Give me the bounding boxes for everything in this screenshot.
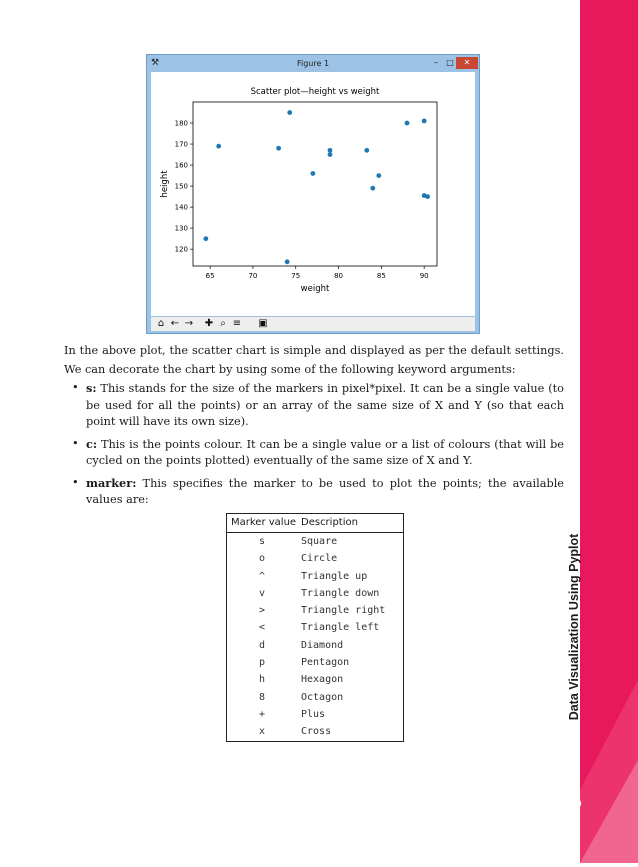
- scatter-point: [310, 171, 315, 176]
- x-axis-label: weight: [300, 284, 330, 294]
- marker-description: Octagon: [301, 691, 344, 703]
- intro-paragraph: In the above plot, the scatter chart is simple and displayed as per the default settings. We can decorate the chart by using some of the following keyword arguments:: [64, 344, 564, 376]
- marker-description: Triangle up: [301, 570, 368, 582]
- marker-code: p: [258, 657, 266, 669]
- table-row: [227, 568, 403, 585]
- y-tick-label: 170: [174, 140, 188, 149]
- argument-description: This specifies the marker to be used to plot the points; the available values are:: [86, 476, 564, 506]
- page-number: 2.19: [562, 799, 582, 810]
- table-row: [227, 585, 403, 602]
- marker-description: Pentagon: [301, 657, 350, 669]
- save-icon[interactable]: ▣: [258, 318, 268, 329]
- python-icon: ⚒: [151, 58, 160, 68]
- marker-code: >: [258, 605, 266, 617]
- y-tick-label: 120: [174, 245, 188, 254]
- marker-code: +: [258, 708, 266, 720]
- configure-subplots-icon[interactable]: ≡: [232, 318, 242, 329]
- scatter-point: [285, 259, 290, 264]
- marker-description: Circle: [301, 553, 338, 565]
- scatter-point: [328, 152, 333, 157]
- x-tick-label: 90: [419, 272, 429, 280]
- back-icon[interactable]: ←: [170, 318, 180, 329]
- header-marker-value: Marker value: [231, 517, 297, 528]
- minimize-button[interactable]: –: [434, 58, 438, 67]
- maximize-button[interactable]: □: [446, 58, 454, 67]
- scatter-point: [287, 110, 292, 115]
- scatter-point: [370, 186, 375, 191]
- y-tick-label: 140: [174, 203, 188, 212]
- figure-window: [146, 54, 480, 334]
- scatter-chart: [151, 72, 475, 316]
- chart-title: Scatter plot—height vs weight: [250, 87, 380, 97]
- y-tick-label: 180: [174, 119, 188, 128]
- marker-description: Diamond: [301, 639, 344, 651]
- chapter-side-band: [580, 0, 638, 863]
- scatter-point: [203, 236, 208, 241]
- zoom-icon[interactable]: ⌕: [220, 318, 226, 329]
- x-tick-label: 65: [205, 272, 215, 280]
- table-row: [227, 654, 403, 671]
- marker-description: Triangle left: [301, 622, 380, 634]
- marker-table: [226, 513, 404, 742]
- table-row: [227, 637, 403, 654]
- y-tick-label: 160: [174, 161, 188, 170]
- figure-toolbar: [151, 317, 475, 331]
- argument-term: c:: [86, 436, 98, 451]
- marker-code: d: [258, 639, 266, 651]
- pan-icon[interactable]: ✚: [204, 318, 214, 329]
- figure-titlebar: [147, 55, 479, 72]
- list-item: [72, 380, 564, 431]
- list-item: [72, 436, 564, 470]
- plot-frame: [193, 102, 437, 266]
- scatter-point: [364, 148, 369, 153]
- home-icon[interactable]: ⌂: [157, 318, 165, 329]
- argument-term: marker:: [86, 475, 137, 490]
- x-tick-label: 70: [248, 272, 258, 280]
- table-row: [227, 602, 403, 619]
- marker-code: h: [258, 674, 266, 686]
- marker-code: 8: [258, 691, 266, 703]
- y-axis-label: height: [160, 170, 170, 198]
- y-tick-label: 150: [174, 182, 188, 191]
- scatter-point: [405, 121, 410, 126]
- figure-canvas: [151, 72, 475, 316]
- table-body: [227, 533, 403, 741]
- marker-code: s: [258, 536, 266, 547]
- x-tick-label: 80: [334, 272, 344, 280]
- marker-code: <: [258, 622, 266, 634]
- marker-code: ^: [258, 570, 266, 582]
- x-tick-label: 75: [291, 272, 301, 280]
- table-row: [227, 533, 403, 550]
- scatter-point: [425, 194, 430, 199]
- marker-description: Triangle right: [301, 605, 386, 617]
- list-item: [72, 475, 564, 509]
- table-header: [227, 514, 403, 533]
- bullet-icon: •: [72, 475, 79, 489]
- marker-code: v: [258, 587, 266, 599]
- argument-term: s:: [86, 381, 97, 395]
- bullet-icon: •: [72, 381, 79, 394]
- marker-description: Plus: [301, 708, 326, 720]
- argument-description: This stands for the size of the markers in pixel*pixel. It can be a single value (to be used for all the points) or an array of the same size of X and Y (so that each point will have its own size).: [86, 382, 564, 428]
- marker-description: Hexagon: [301, 674, 344, 686]
- table-row: [227, 550, 403, 567]
- chapter-title: Data Visualization Using Pyplot: [567, 533, 581, 721]
- y-tick-label: 130: [174, 224, 188, 233]
- table-row: [227, 689, 403, 706]
- scatter-point: [328, 148, 333, 153]
- x-tick-label: 85: [376, 272, 386, 280]
- scatter-point: [216, 144, 221, 149]
- marker-description: Triangle down: [301, 587, 380, 599]
- marker-code: x: [258, 726, 266, 738]
- table-row: [227, 671, 403, 688]
- side-band-decoration: [580, 0, 638, 863]
- argument-description: This is the points colour. It can be a single value or a list of colours (that will be cycled on the points plotted) eventually of the same size of X and Y.: [86, 437, 564, 467]
- marker-description: Cross: [301, 726, 332, 738]
- argument-list: [72, 380, 564, 514]
- forward-icon[interactable]: →: [184, 318, 194, 329]
- table-row: [227, 723, 403, 740]
- header-description: Description: [301, 517, 358, 528]
- scatter-point: [376, 173, 381, 178]
- marker-description: Square: [301, 536, 338, 547]
- scatter-point: [422, 119, 427, 124]
- close-button[interactable]: ✕: [456, 57, 478, 69]
- scatter-point: [276, 146, 281, 151]
- marker-code: o: [258, 553, 266, 565]
- table-row: [227, 619, 403, 636]
- figure-title: Figure 1: [296, 59, 330, 68]
- bullet-icon: •: [72, 436, 79, 450]
- table-row: [227, 706, 403, 723]
